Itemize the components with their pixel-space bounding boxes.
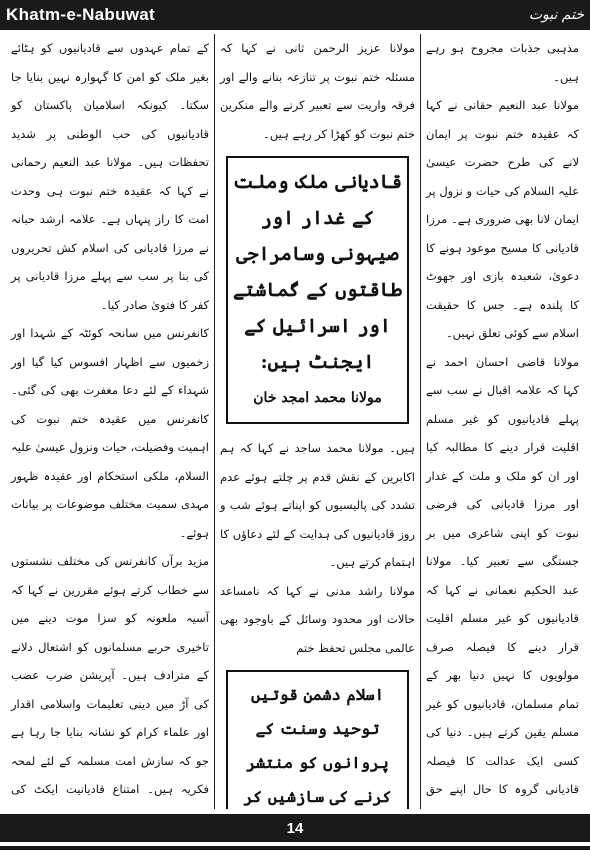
footer-divider xyxy=(0,846,590,850)
pull-quote-box xyxy=(226,670,409,809)
paragraph: ہیں۔ مولانا محمد ساجد نے کہا کہ ہم اکابرین کے نقش قدم پر چلتے ہوئے عدم تشدد کی پالیسیوں کو اپناتے ہوئے شب و روز قادیانیوں کی ہدایت کے لئے دعاؤں کا اہتمام کرتے ہیں۔ xyxy=(220,441,415,569)
paragraph: کے تمام عہدوں سے قادیانیوں کو ہٹائے بغیر ملک کو امن کا گہوارہ نہیں بنایا جا سکتا۔ کیونکہ اسلامیان پاکستان کو قادیانیوں کی حب الوطنی پر شدید تحفظات ہیں۔ مولانا عبد النعیم رحمانی نے کہا کہ عقیدہ ختم نبوت ہی وحدت امت کا راز پنہاں ہے۔ علامہ ارشد حبانہ نے مرزا قادیانی کی اسلام کش تحریروں کی بنا پر سب سے پہلے مرزا قادیانی پر کفر کا فتویٰ صادر کیا۔ xyxy=(11,41,209,312)
paragraph: مزید برآں کانفرنس کی مختلف نشستوں سے خطاب کرتے ہوئے مقررین نے کہا کہ آسیہ ملعونہ کو سزا موت دینے میں تاخیری حربے مسلمانوں کو اشتعال دلانے کے مترادف ہیں۔ آپریشن ضرب عضب کی آڑ میں دینی تعلیمات واسلامی اقدار اور علماء کرام کو نشانہ بنایا جا رہا ہے جو کہ سازش امت مسلمہ کے لئے لمحہ فکریہ ہیں۔ امتناع قادیانیت ایکٹ کی xyxy=(11,554,209,796)
magazine-title: Khatm-e-Nabuwat xyxy=(6,5,156,24)
pull-quote-text: قادیانی ملک وملت کے غدار اور صیہونی وسامراجی طاقتوں کے گماشتے اور اسرائیل کے ایجنٹ ہیں: xyxy=(232,171,403,373)
paragraph: مولانا عزیز الرحمن ثانی نے کہا کہ مسئلہ ختم نبوت پر تنازعہ بنانے والے اور فرقہ واریت سے تعبیر کرنے والے منکرین ختم نبوت کو کھڑا کر رہے ہیں۔ xyxy=(220,41,415,141)
pull-quote-byline: مولانا محمد امجد خان xyxy=(253,390,382,406)
paragraph: مولانا راشد مدنی نے کہا کہ نامساعد حالات اور محدود وسائل کے باوجود بھی عالمی مجلس تحفظ ختم xyxy=(220,583,415,655)
column-left xyxy=(6,34,214,809)
column-right xyxy=(420,34,584,809)
column-middle xyxy=(214,34,420,809)
paragraph: مذہبی جذبات مجروح ہو رہے ہیں۔ xyxy=(426,41,579,84)
page-header xyxy=(0,0,590,30)
page-footer xyxy=(0,814,590,842)
article-body xyxy=(6,34,584,809)
pull-quote-text: اسلام دشمن قوتیں توحید وسنت کے پروانوں کو منتشر کرنے کی سازشیں کر xyxy=(243,685,392,806)
paragraph: مولانا قاضی احسان احمد نے کہا کہ علامہ اقبال نے سب سے پہلے قادیانیوں کو غیر مسلم اقلیت قرار دینے کا مطالبہ کیا اور ان کو ملک و ملت کے غدار اور مرزا قادیانی کی فرضی نبوت کو اپنی شاعری میں بر جستگی سے تعبیر کیا۔ مولانا عبد الحکیم نعمانی نے کہا کہ قادیانیوں کو غیر مسلم اقلیت قرار دینے کا فیصلہ صرف مولویوں کا نہیں دنیا بھر کے تمام مسلمان، قادیانیوں کو غیر مسلم یقین کرتے ہیں۔ دنیا کی کسی ایک عدالت کا فیصلہ قادیانی گروہ کا حال اپنے حق xyxy=(426,354,579,796)
paragraph: کانفرنس میں سانحہ کوئٹہ کے شہدا اور زخمیوں سے اظہار افسوس کیا گیا اور شہداء کے لئے دعا مغفرت بھی کی گئی۔ کانفرنس میں عقیدہ ختم نبوت کی اہمیت وفضیلت، حیات ونزول عیسیٰ علیہ السلام، ملکی استحکام اور عقیدہ ظہور مہدی سمیت مختلف موضوعات پر بیانات ہوئے۔ xyxy=(11,326,209,540)
paragraph: مولانا عبد النعیم حقانی نے کہا کہ عقیدہ ختم نبوت پر ایمان لانے کی طرح حضرت عیسیٰ علیہ السلام کی حیات و نزول پر ایمان لانا بھی ضروری ہے۔ مرزا قادیانی کا مسیح موعود ہونے کا دعویٰ، شعبدہ بازی اور جھوٹ کا پلندہ ہے۔ جس کا حقیقت اسلام سے کوئی تعلق نہیں۔ xyxy=(426,98,579,340)
pull-quote-box xyxy=(226,156,409,424)
page-number: 14 xyxy=(286,819,304,837)
magazine-logo: ختم نبوت xyxy=(528,7,584,23)
